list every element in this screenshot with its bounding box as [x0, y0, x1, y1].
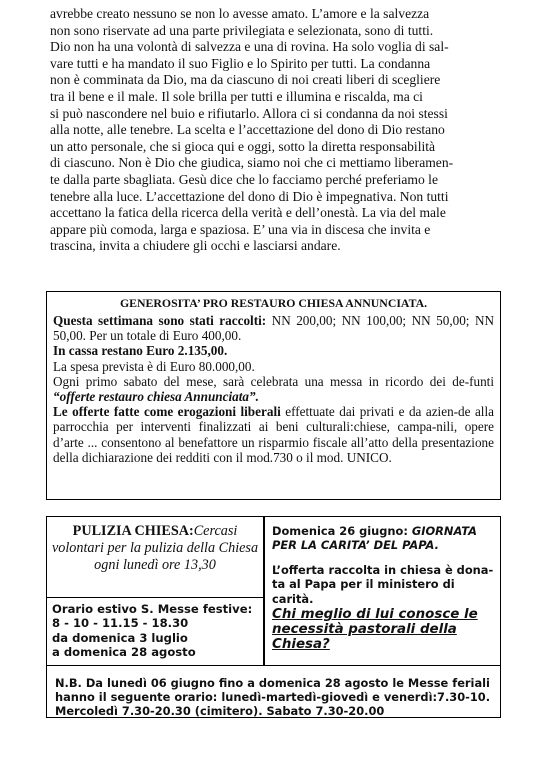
domenica-question: Chi meglio di lui conosce le necessità pastorali della Chiesa? — [272, 607, 478, 653]
raccolti-paragraph — [53, 313, 494, 343]
raccolti-label: Questa settimana sono stati raccolti: — [53, 313, 267, 328]
intro-line: un atto personale, che si gioca qui e oggi, sotto la diretta responsabilità — [50, 138, 436, 154]
messa-quote: “offerte restauro chiesa Annunciata”. — [53, 389, 259, 405]
intro-line: tenebre alla luce. L’accettazione del dono di Dio è impegnativa. Non tutti — [50, 188, 449, 204]
intro-line: vare tutti e ha mandato il suo Figlio e lo Spirito per tutti. La condanna — [50, 55, 431, 71]
intro-line: accettano la fatica della ricerca della verità e dell’onestà. La via del male — [50, 205, 446, 221]
pulizia-box — [46, 516, 264, 598]
nb-text: N.B. Da lunedì 06 giugno fino a domenica 28 agosto le Messe feriali hanno il seguente orario: lunedì-martedì-giovedì e venerdì:7.30-10. Mercoledì 7.30-20.30 (cimitero). Sabato 7.30-20.00 — [55, 676, 491, 719]
domenica-event: GIORNATA PER LA CARITA’ DEL PAPA. — [272, 524, 477, 553]
orario-box — [46, 598, 264, 666]
messa-text: Ogni primo sabato del mese, sarà celebrata una messa in ricordo dei de-funti — [53, 373, 494, 389]
offerte-paragraph — [53, 404, 494, 465]
domenica-body: L’offerta raccolta in chiesa è dona-ta al Papa per il ministero di carità. — [272, 562, 494, 606]
intro-line: trascina, invita a chiudere gli occhi e lasciarsi andare. — [50, 238, 341, 254]
domenica-heading — [272, 524, 495, 553]
intro-line: non è comminata da Dio, ma da ciascuno di noi creati liberi di scegliere — [50, 72, 441, 88]
offerte-text: effettuate dai privati e da azien-de alla parrocchia per interventi finalizzati ai beni culturali:chiese, campa-nili, opere d’arte ... consentono al benefattore un risparmio fiscale all’atto della presentazione della dichiarazione dei redditi con il mod.730 o il mod. UNICO. — [53, 404, 494, 465]
intro-line: avrebbe creato nessuno se non lo avesse amato. L’amore e la salvezza — [50, 6, 430, 21]
offerte-label: Le offerte fatte come erogazioni liberali — [53, 404, 281, 420]
orario-line: 8 - 10 - 11.15 - 18.30 — [52, 616, 189, 631]
intro-line: non sono riservate ad una parte privilegiata e selezionata, sono di tutti. — [50, 22, 434, 38]
generosita-title: GENEROSITA’ PRO RESTAURO CHIESA ANNUNCIATA. — [119, 296, 428, 310]
intro-line: Dio non ha una volontà di salvezza e una di rovina. Ha solo voglia di sal- — [50, 39, 449, 55]
intro-text — [50, 6, 502, 255]
intro-line: di ciascuno. Non è Dio che giudica, siamo noi che ci mettiamo liberamen- — [50, 155, 454, 171]
spesa-text: La spesa prevista è di Euro 80.000,00. — [53, 358, 255, 374]
pulizia-text: volontari per la pulizia della Chiesa ogni lunedì ore 13,30 — [51, 540, 259, 573]
intro-line: te dalla parte sbagliata. Gesù dice che lo facciamo perché preferiamo le — [50, 171, 438, 187]
pulizia-title: PULIZIA CHIESA: — [72, 523, 194, 539]
cassa-text: In cassa restano Euro 2.135,00. — [53, 343, 228, 359]
intro-line: appare più comoda, larga e spaziosa. E’ una via in discesa che invita e — [50, 221, 431, 237]
domenica-box — [264, 516, 501, 666]
orario-line: Orario estivo S. Messe festive: — [52, 602, 253, 616]
orario-line: da domenica 3 luglio — [52, 630, 188, 645]
messa-paragraph — [53, 374, 494, 404]
intro-line: si può nascondere nel buio e rifiutarlo. Allora ci si condanna da noi stessi — [50, 105, 448, 121]
domenica-date: Domenica 26 giugno: — [272, 524, 412, 538]
nb-box — [46, 666, 501, 718]
generosita-box — [46, 291, 501, 500]
orario-line: a domenica 28 agosto — [52, 644, 196, 659]
raccolti-values: NN 200,00; NN 100,00; NN 50,00; NN 50,00. Per un totale di Euro 400,00. — [53, 313, 495, 344]
intro-line: tra il bene e il male. Il sole brilla per tutti e illumina e riscalda, ma ci — [50, 88, 423, 104]
intro-line: alla notte, alle tenebre. La scelta e l’accettazione del dono di Dio restano — [50, 122, 445, 138]
pulizia-text-first: Cercasi — [193, 523, 238, 539]
